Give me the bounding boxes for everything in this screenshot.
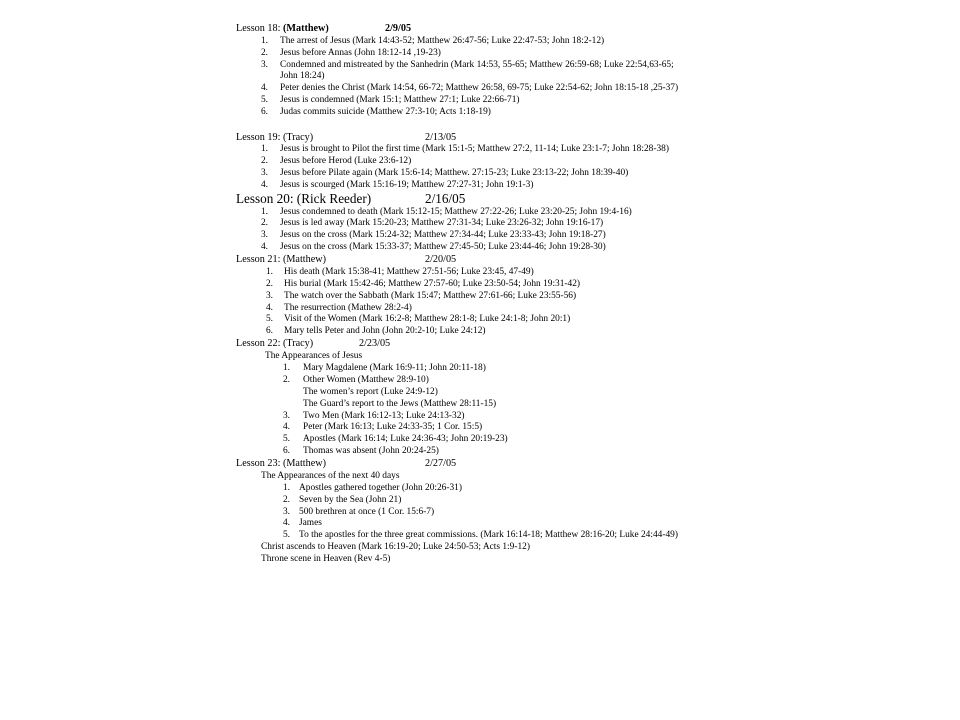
lesson-23-header (236, 458, 696, 471)
lesson-outline (236, 23, 696, 566)
lesson-20-header (236, 192, 696, 207)
section-subheading: The Appearances of Jesus (265, 350, 363, 361)
list-item: 4. Peter denies the Christ (Mark 14:54, 66-72; Matthew 26:58, 69-75; Luke 22:54-62; John 18:15-18 ,25-37) (260, 83, 679, 94)
list-item: 2. His burial (Mark 15:42-46; Matthew 27:57-60; Luke 23:50-54; John 19:31-42) (265, 278, 581, 289)
lesson-18-header (236, 23, 696, 36)
list-item: 1. The arrest of Jesus (Mark 14:43-52; Matthew 26:47-56; Luke 22:47-53; John 18:2-12) (260, 35, 605, 46)
lesson-date: 2/16/05 (425, 191, 466, 207)
lesson-21-header (236, 254, 696, 267)
list-item: 3. 500 brethren at once (1 Cor. 15:6-7) (282, 506, 435, 517)
list-item: 3. Jesus on the cross (Mark 15:24-32; Matthew 27:34-44; Luke 23:33-43; John 19:18-27) (260, 230, 606, 241)
list-item: The Guard’s report to the Jews (Matthew 28:11-15) (303, 398, 497, 409)
lesson-title: Lesson 20: (Rick Reeder) (236, 191, 372, 207)
lesson-title: Lesson 22: (Tracy) (236, 338, 314, 350)
list-item: 3. The watch over the Sabbath (Mark 15:47; Matthew 27:61-66; Luke 23:55-56) (265, 290, 577, 301)
list-item: 1. Mary Magdalene (Mark 16:9-11; John 20:11-18) (282, 362, 486, 373)
lesson-date: 2/27/05 (425, 458, 457, 470)
list-item: 5. Apostles (Mark 16:14; Luke 24:36-43; John 20:19-23) (282, 434, 508, 445)
closing-line: Throne scene in Heaven (Rev 4-5) (261, 554, 391, 565)
closing-line: Christ ascends to Heaven (Mark 16:19-20; Luke 24:50-53; Acts 1:9-12) (261, 542, 530, 553)
list-item: 2. Jesus before Herod (Luke 23:6-12) (260, 156, 412, 167)
list-item: 4. Peter (Mark 16:13; Luke 24:33-35; 1 Cor. 15:5) (282, 422, 483, 433)
list-item: 5. Visit of the Women (Mark 16:2-8; Matthew 28:1-8; Luke 24:1-8; John 20:1) (265, 314, 571, 325)
list-item: 3. Two Men (Mark 16:12-13; Luke 24:13-32) (282, 410, 465, 421)
list-item: 4. The resurrection (Mathew 28:2-4) (265, 302, 412, 313)
lesson-title: Lesson 18: (Matthew) (236, 23, 329, 34)
list-item: 5. Jesus is condemned (Mark 15:1; Matthew 27:1; Luke 22:66-71) (260, 95, 520, 106)
lesson-title: Lesson 23: (Matthew) (236, 458, 326, 470)
list-item: 1. Apostles gathered together (John 20:26-31) (282, 482, 462, 493)
list-item: 6. Judas commits suicide (Matthew 27:3-10; Acts 1:18-19) (260, 107, 491, 118)
list-item: 2. Seven by the Sea (John 21) (282, 494, 402, 505)
list-item: 6. Thomas was absent (John 20:24-25) (282, 446, 439, 457)
list-item: 4. James (282, 518, 322, 529)
list-item: 3. Jesus before Pilate again (Mark 15:6-14; Matthew. 27:15-23; Luke 23:13-22; John 18:39-40) (260, 168, 629, 179)
section-subheading: The Appearances of the next 40 days (261, 470, 400, 481)
lesson-title: Lesson 21: (Matthew) (236, 254, 326, 266)
list-item: 1. Jesus condemned to death (Mark 15:12-15; Matthew 27:22-26; Luke 23:20-25; John 19:4-16) (260, 206, 632, 217)
lesson-date: 2/20/05 (425, 254, 457, 266)
list-item: 5. To the apostles for the three great commissions. (Mark 16:14-18; Matthew 28:16-20; Luke 24:44-49) (282, 530, 678, 541)
list-item: 6. Mary tells Peter and John (John 20:2-10; Luke 24:12) (265, 326, 486, 337)
lesson-22-header (236, 338, 696, 351)
list-item: 2. Jesus is led away (Mark 15:20-23; Matthew 27:31-34; Luke 23:26-32; John 19:16-17) (260, 218, 604, 229)
list-item: The women’s report (Luke 24:9-12) (303, 386, 438, 397)
list-item: 3. Condemned and mistreated by the Sanhedrin (Mark 14:53, 55-65; Matthew 26:59-68; Luke 22:54,63-65; John 18:24) (260, 59, 674, 82)
lesson-date: 2/23/05 (359, 338, 391, 350)
list-item: 1. Jesus is brought to Pilot the first time (Mark 15:1-5; Matthew 27:2, 11-14; Luke 23:1-7; John 18:28-38) (260, 144, 669, 155)
lesson-teacher: (Matthew) (282, 23, 329, 34)
list-item: 4. Jesus on the cross (Mark 15:33-37; Matthew 27:45-50; Luke 23:44-46; John 19:28-30) (260, 242, 606, 253)
lesson-date: 2/13/05 (425, 131, 457, 143)
lesson-19-header (236, 132, 696, 145)
lesson-date: 2/9/05 (385, 23, 412, 34)
lesson-title: Lesson 19: (Tracy) (236, 131, 314, 143)
spacer (236, 119, 696, 132)
list-item: 2. Jesus before Annas (John 18:12-14 ,19-23) (260, 47, 441, 58)
list-item: 4. Jesus is scourged (Mark 15:16-19; Matthew 27:27-31; John 19:1-3) (260, 180, 534, 191)
list-item: 1. His death (Mark 15:38-41; Matthew 27:51-56; Luke 23:45, 47-49) (265, 266, 534, 277)
list-item: 2. Other Women (Matthew 28:9-10) (282, 374, 429, 385)
